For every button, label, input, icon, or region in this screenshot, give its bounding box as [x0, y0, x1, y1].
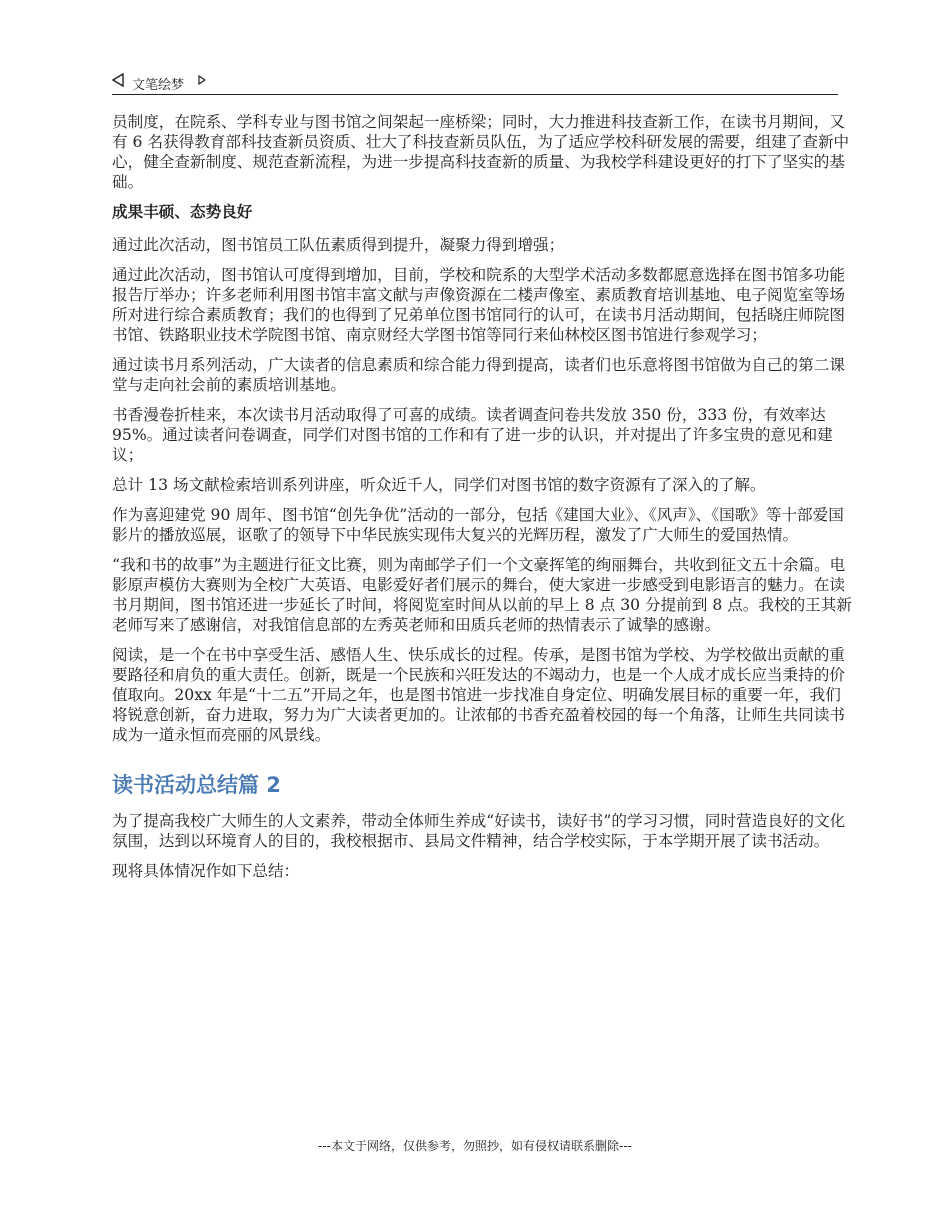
paragraph: 作为喜迎建党 90 周年、图书馆“创先争优”活动的一部分，包括《建国大业》、《风声》、《国歌》等十部爱国影片的播放巡展，讴歌了的领导下中华民族实现伟大复兴的光辉历程，激发了广大师生的爱国热情。 — [112, 506, 844, 544]
paragraph: 书香漫卷折桂来，本次读书月活动取得了可喜的成绩。读者调查问卷共发放 350 份，333 份，有效率达 95%。通过读者问卷调查，同学们对图书馆的工作和有了进一步的认识，并对提出了许多宝贵的意见和建议； — [112, 406, 833, 464]
triangle-left-icon — [112, 73, 124, 87]
paragraph: 通过此次活动，图书馆员工队伍素质得到提升，凝聚力得到增强； — [112, 236, 565, 254]
paragraph: 阅读，是一个在书中享受生活、感悟人生、快乐成长的过程。传承，是图书馆为学校、为学校做出贡献的重要路径和肩负的重大责任。创新，既是一个民族和兴旺发达的不竭动力，也是一个人成才成长应当秉持的价值取向。20xx 年是“十二五”开局之年，也是图书馆进一步找准自身定位、明确发展目标的重要一年，我们将锐意创新，奋力进取，努力为广大读者更加的。让浓郁的书香充盈着校园的每一个角落，让师生共同读书成为一道永恒而亮丽的风景线。 — [112, 646, 845, 744]
paragraph: 通过读书月系列活动，广大读者的信息素质和综合能力得到提高，读者们也乐意将图书馆做为自己的第二课堂与走向社会前的素质培训基地。 — [112, 356, 845, 394]
paragraph: 通过此次活动，图书馆认可度得到增加，目前，学校和院系的大型学术活动多数都愿意选择在图书馆多功能报告厅举办；许多老师利用图书馆丰富文献与声像资源在二楼声像室、素质教育培训基地、电子阅览室等场所对进行综合素质教育；我们的也得到了兄弟单位图书馆同行的认可，在读书月活动期间，包括晓庄师院图书馆、铁路职业技术学院图书馆、南京财经大学图书馆等同行来仙林校区图书馆进行参观学习； — [112, 266, 845, 344]
paragraph: 为了提高我校广大师生的人文素养，带动全体师生养成“好读书，读好书”的学习习惯，同时营造良好的文化氛围，达到以环境育人的目的，我校根据市、县局文件精神，结合学校实际，于本学期开展了读书活动。 — [112, 812, 846, 850]
document-body — [112, 112, 852, 891]
triangle-right-icon — [198, 75, 206, 85]
article-title: 读书活动总结篇 2 — [112, 773, 281, 797]
page-header — [112, 70, 838, 95]
paragraph: 现将具体情况作如下总结： — [112, 862, 300, 880]
page-footer: ---本文于网络，仅供参考，勿照抄，如有侵权请联系删除--- — [318, 1139, 632, 1153]
section-heading: 成果丰硕、态势良好 — [112, 203, 253, 221]
paragraph: “我和书的故事”为主题进行征文比赛，则为南邮学子们一个文豪挥笔的绚丽舞台，共收到征文五十余篇。电影原声模仿大赛则为全校广大英语、电影爱好者们展示的舞台，使大家进一步感受到电影语言的魅力。在读书月期间，图书馆还进一步延长了时间，将阅览室时间从以前的早上 8 点 30 分提前到 8 点。我校的王其新老师写来了感谢信，对我馆信息部的左秀英老师和田质兵老师的热情表示了诚挚的感谢。 — [112, 556, 852, 634]
paragraph: 总计 13 场文献检索培训系列讲座，听众近千人，同学们对图书馆的数字资源有了深入的了解。 — [112, 476, 766, 494]
header-brand: 文笔绘梦 — [132, 78, 185, 93]
paragraph: 员制度，在院系、学科专业与图书馆之间架起一座桥梁；同时，大力推进科技查新工作，在读书月期间，又有 6 名获得教育部科技查新员资质、壮大了科技查新员队伍，为了适应学校科研发展的需要，组建了查新中心，健全查新制度、规范查新流程，为进一步提高科技查新的质量、为我校学科建设更好的打下了坚实的基础。 — [112, 113, 850, 191]
